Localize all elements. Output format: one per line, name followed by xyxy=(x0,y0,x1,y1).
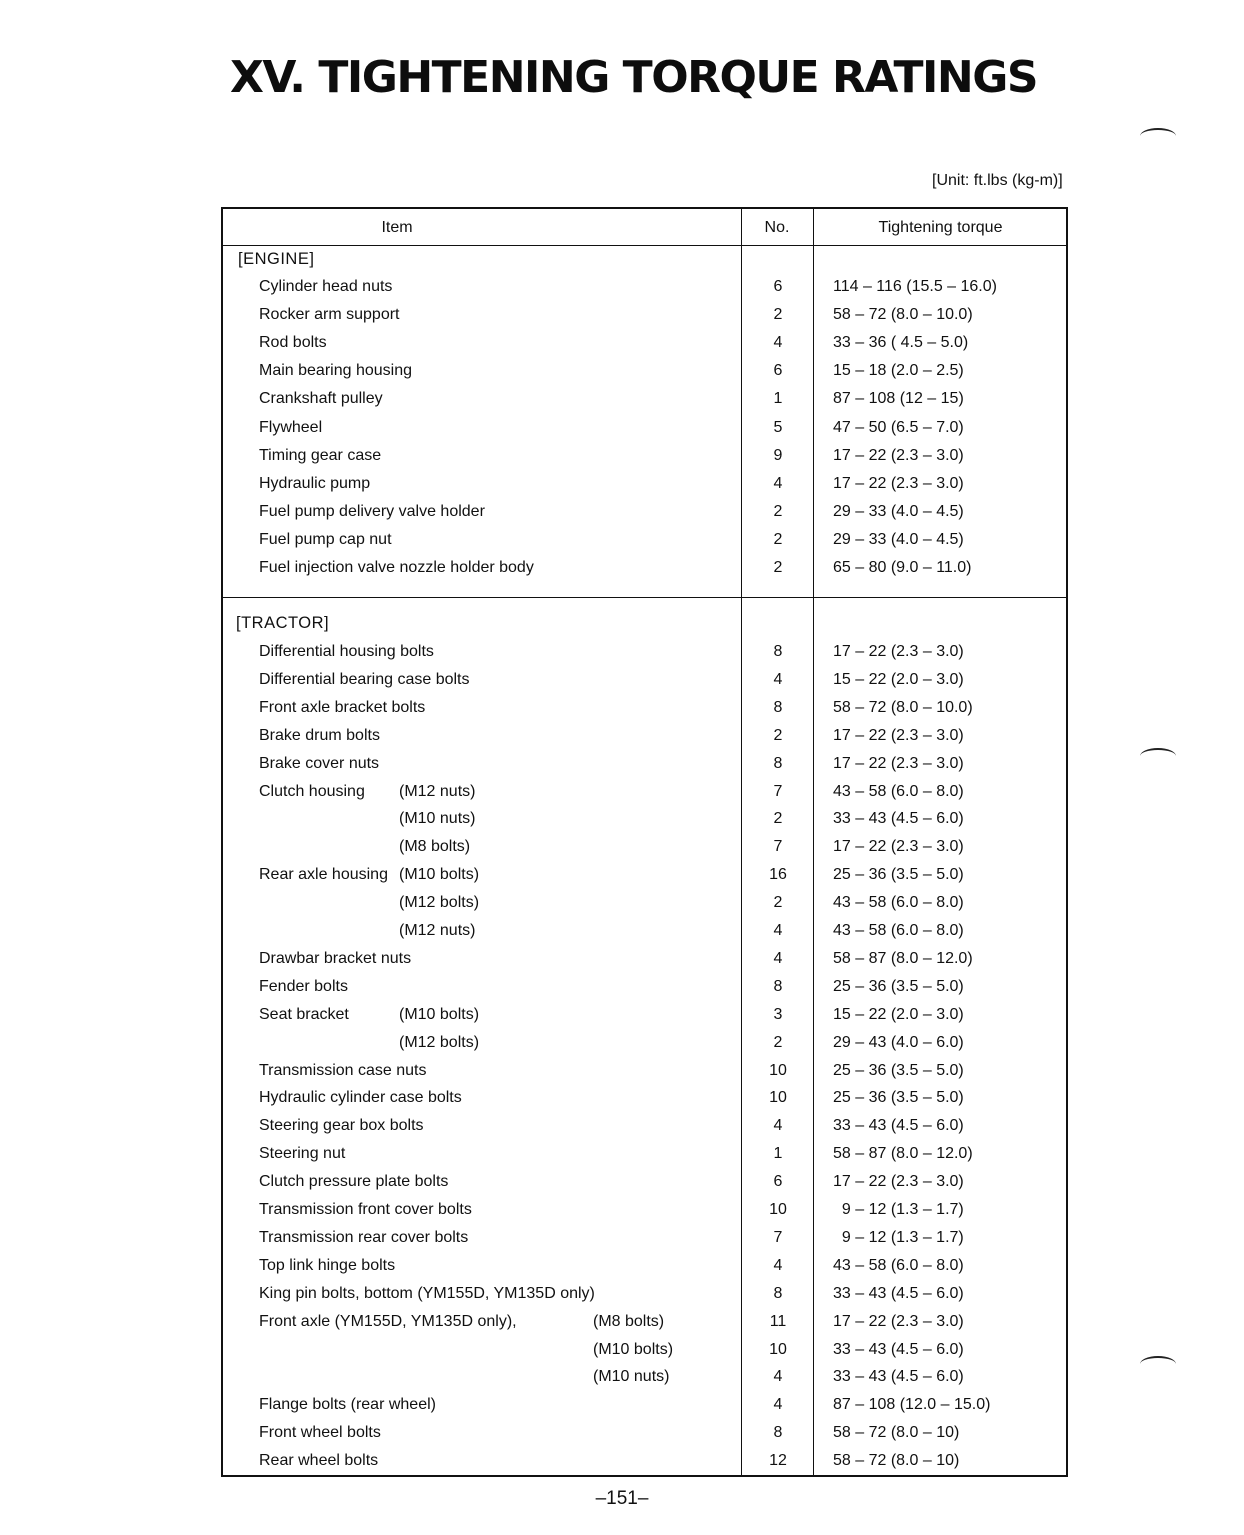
item-variant-cell: (M10 bolts) xyxy=(399,866,480,884)
torque-cell: 17 – 22 (2.3 – 3.0) xyxy=(833,1173,964,1191)
table-row xyxy=(223,1173,1066,1201)
item-cell: Seat bracket xyxy=(259,1005,349,1023)
table-row xyxy=(223,559,1066,587)
torque-cell: 43 – 58 (6.0 – 8.0) xyxy=(833,922,964,939)
quantity-cell: 7 xyxy=(773,782,783,800)
quantity-cell: 10 xyxy=(769,1089,787,1107)
torque-cell: 17 – 22 (2.3 – 3.0) xyxy=(833,1312,964,1330)
quantity-cell: 6 xyxy=(773,362,783,380)
torque-cell: 114 – 116 (15.5 – 16.0) xyxy=(833,278,997,295)
torque-cell: 58 – 87 (8.0 – 12.0) xyxy=(833,949,973,967)
quantity-cell: 2 xyxy=(773,306,783,324)
header-divider xyxy=(223,245,1066,246)
table-row xyxy=(223,1229,1066,1257)
torque-cell: 25 – 36 (3.5 – 5.0) xyxy=(833,977,964,995)
item-cell: Front axle (YM155D, YM135D only), xyxy=(259,1312,517,1330)
quantity-cell: 3 xyxy=(773,1005,783,1023)
quantity-cell: 9 xyxy=(773,446,783,464)
quantity-cell: 4 xyxy=(773,949,783,967)
quantity-cell: 16 xyxy=(769,866,787,884)
item-cell: Top link hinge bolts xyxy=(259,1256,396,1274)
quantity-cell: 4 xyxy=(773,1256,783,1274)
table-row xyxy=(223,1089,1066,1117)
table-row xyxy=(223,1117,1066,1145)
quantity-cell: 4 xyxy=(773,922,783,939)
item-cell: Differential bearing case bolts xyxy=(259,670,470,688)
torque-table xyxy=(221,207,1068,1477)
item-variant-cell: (M10 nuts) xyxy=(593,1368,670,1386)
table-row xyxy=(223,1006,1066,1034)
item-cell: Transmission rear cover bolts xyxy=(259,1228,469,1246)
quantity-cell: 2 xyxy=(773,559,783,576)
item-variant-cell: (M12 nuts) xyxy=(399,782,476,800)
table-row xyxy=(223,783,1066,811)
table-row xyxy=(223,894,1066,922)
quantity-cell: 4 xyxy=(773,1396,783,1414)
item-cell: Main bearing housing xyxy=(259,362,412,380)
torque-cell: 17 – 22 (2.3 – 3.0) xyxy=(833,754,964,772)
item-cell: Front axle bracket bolts xyxy=(259,698,426,716)
item-cell: Steering nut xyxy=(259,1145,346,1163)
quantity-cell: 2 xyxy=(773,810,783,828)
item-cell: Fuel pump delivery valve holder xyxy=(259,502,485,520)
item-cell: Rod bolts xyxy=(259,334,327,352)
item-variant-cell: (M12 nuts) xyxy=(399,922,476,939)
hole-punch-mark xyxy=(1140,1356,1176,1372)
quantity-cell: 2 xyxy=(773,894,783,912)
quantity-cell: 5 xyxy=(773,418,783,436)
table-row xyxy=(223,1452,1066,1480)
quantity-cell: 8 xyxy=(773,977,783,995)
page-number: –151– xyxy=(595,1488,649,1509)
item-cell: Brake drum bolts xyxy=(259,726,380,744)
table-row xyxy=(223,643,1066,671)
item-variant-cell: (M10 bolts) xyxy=(593,1340,674,1358)
torque-cell: 33 – 43 (4.5 – 6.0) xyxy=(833,810,964,828)
quantity-cell: 2 xyxy=(773,1033,783,1051)
quantity-cell: 8 xyxy=(773,643,783,660)
header-no: No. xyxy=(764,219,790,236)
torque-cell: 17 – 22 (2.3 – 3.0) xyxy=(833,838,964,856)
table-row xyxy=(223,1396,1066,1424)
torque-cell: 58 – 72 (8.0 – 10) xyxy=(833,1424,960,1442)
table-row xyxy=(223,447,1066,475)
table-row xyxy=(223,334,1066,362)
item-cell: Flywheel xyxy=(259,418,323,436)
section-divider xyxy=(223,597,1066,598)
table-row xyxy=(223,866,1066,894)
item-cell: Rocker arm support xyxy=(259,306,400,324)
item-cell: Transmission front cover bolts xyxy=(259,1201,472,1218)
torque-cell: 58 – 72 (8.0 – 10.0) xyxy=(833,698,973,716)
hole-punch-mark xyxy=(1140,748,1176,764)
item-cell: Clutch pressure plate bolts xyxy=(259,1173,449,1191)
torque-cell: 58 – 72 (8.0 – 10.0) xyxy=(833,306,973,324)
table-row xyxy=(223,699,1066,727)
torque-cell: 87 – 108 (12.0 – 15.0) xyxy=(833,1396,991,1414)
quantity-cell: 1 xyxy=(773,390,783,408)
table-row xyxy=(223,1034,1066,1062)
table-row xyxy=(223,419,1066,447)
torque-cell: 9 – 12 (1.3 – 1.7) xyxy=(833,1201,964,1218)
quantity-cell: 10 xyxy=(769,1061,787,1079)
item-cell: Cylinder head nuts xyxy=(259,278,393,295)
item-cell: Crankshaft pulley xyxy=(259,390,383,408)
item-cell: Brake cover nuts xyxy=(259,754,380,772)
torque-cell: 43 – 58 (6.0 – 8.0) xyxy=(833,894,964,912)
table-row xyxy=(223,922,1066,950)
torque-cell: 15 – 22 (2.0 – 3.0) xyxy=(833,1005,964,1023)
table-row xyxy=(223,978,1066,1006)
torque-cell: 43 – 58 (6.0 – 8.0) xyxy=(833,1256,964,1274)
item-variant-cell: (M8 bolts) xyxy=(593,1312,665,1330)
item-variant-cell: (M12 bolts) xyxy=(399,894,480,912)
torque-cell: 29 – 43 (4.0 – 6.0) xyxy=(833,1033,964,1051)
table-row xyxy=(223,1285,1066,1313)
torque-cell: 17 – 22 (2.3 – 3.0) xyxy=(833,726,964,744)
torque-cell: 25 – 36 (3.5 – 5.0) xyxy=(833,866,964,884)
quantity-cell: 4 xyxy=(773,1368,783,1386)
table-row xyxy=(223,1145,1066,1173)
quantity-cell: 4 xyxy=(773,1117,783,1135)
table-row xyxy=(223,362,1066,390)
item-cell: Rear axle housing xyxy=(259,866,388,884)
item-cell: Fuel injection valve nozzle holder body xyxy=(259,559,534,576)
torque-cell: 9 – 12 (1.3 – 1.7) xyxy=(833,1228,964,1246)
quantity-cell: 1 xyxy=(773,1145,783,1163)
table-row xyxy=(223,838,1066,866)
table-row xyxy=(223,671,1066,699)
table-row xyxy=(223,390,1066,418)
table-row xyxy=(223,950,1066,978)
torque-cell: 15 – 22 (2.0 – 3.0) xyxy=(833,670,964,688)
torque-cell: 33 – 43 (4.5 – 6.0) xyxy=(833,1368,964,1386)
torque-cell: 29 – 33 (4.0 – 4.5) xyxy=(833,530,964,548)
table-row xyxy=(223,810,1066,838)
torque-cell: 17 – 22 (2.3 – 3.0) xyxy=(833,643,964,660)
table-row xyxy=(223,755,1066,783)
quantity-cell: 4 xyxy=(773,670,783,688)
quantity-cell: 2 xyxy=(773,502,783,520)
torque-cell: 29 – 33 (4.0 – 4.5) xyxy=(833,502,964,520)
torque-cell: 25 – 36 (3.5 – 5.0) xyxy=(833,1089,964,1107)
item-cell: Timing gear case xyxy=(259,446,382,464)
item-cell: Hydraulic cylinder case bolts xyxy=(259,1089,462,1107)
torque-cell: 43 – 58 (6.0 – 8.0) xyxy=(833,782,964,800)
table-row xyxy=(223,1424,1066,1452)
table-row xyxy=(223,278,1066,306)
quantity-cell: 2 xyxy=(773,530,783,548)
item-cell: Fender bolts xyxy=(259,977,348,995)
quantity-cell: 2 xyxy=(773,726,783,744)
header-item: Item xyxy=(381,219,413,236)
table-row xyxy=(223,1341,1066,1369)
table-row xyxy=(223,531,1066,559)
table-row xyxy=(223,1313,1066,1341)
torque-cell: 33 – 36 ( 4.5 – 5.0) xyxy=(833,334,969,352)
table-row xyxy=(223,475,1066,503)
quantity-cell: 8 xyxy=(773,698,783,716)
hole-punch-mark xyxy=(1140,128,1176,144)
table-row xyxy=(223,306,1066,334)
torque-cell: 25 – 36 (3.5 – 5.0) xyxy=(833,1061,964,1079)
quantity-cell: 8 xyxy=(773,1284,783,1302)
quantity-cell: 6 xyxy=(773,278,783,295)
torque-cell: 33 – 43 (4.5 – 6.0) xyxy=(833,1340,964,1358)
quantity-cell: 4 xyxy=(773,334,783,352)
quantity-cell: 8 xyxy=(773,1424,783,1442)
item-variant-cell: (M10 nuts) xyxy=(399,810,476,828)
quantity-cell: 7 xyxy=(773,838,783,856)
item-cell: Front wheel bolts xyxy=(259,1424,381,1442)
quantity-cell: 7 xyxy=(773,1228,783,1246)
torque-cell: 33 – 43 (4.5 – 6.0) xyxy=(833,1117,964,1135)
torque-cell: 33 – 43 (4.5 – 6.0) xyxy=(833,1284,964,1302)
section-engine: [ENGINE] xyxy=(238,250,315,268)
quantity-cell: 8 xyxy=(773,754,783,772)
unit-label: [Unit: ft.lbs (kg-m)] xyxy=(932,172,1063,189)
table-row xyxy=(223,1201,1066,1229)
quantity-cell: 10 xyxy=(769,1201,787,1218)
torque-cell: 17 – 22 (2.3 – 3.0) xyxy=(833,446,964,464)
header-torque: Tightening torque xyxy=(878,219,1003,236)
item-variant-cell: (M12 bolts) xyxy=(399,1033,480,1051)
item-cell: Fuel pump cap nut xyxy=(259,530,392,548)
torque-cell: 17 – 22 (2.3 – 3.0) xyxy=(833,474,964,492)
torque-cell: 58 – 72 (8.0 – 10) xyxy=(833,1452,960,1470)
item-cell: Flange bolts (rear wheel) xyxy=(259,1396,436,1414)
table-row xyxy=(223,1368,1066,1396)
torque-cell: 15 – 18 (2.0 – 2.5) xyxy=(833,362,964,380)
torque-cell: 65 – 80 (9.0 – 11.0) xyxy=(833,559,972,576)
torque-cell: 87 – 108 (12 – 15) xyxy=(833,390,964,408)
table-row xyxy=(223,503,1066,531)
section-tractor: [TRACTOR] xyxy=(236,614,330,632)
item-variant-cell: (M10 bolts) xyxy=(399,1005,480,1023)
table-row xyxy=(223,1062,1066,1090)
quantity-cell: 6 xyxy=(773,1173,783,1191)
item-cell: Drawbar bracket nuts xyxy=(259,949,412,967)
quantity-cell: 11 xyxy=(769,1312,787,1330)
quantity-cell: 10 xyxy=(769,1340,787,1358)
item-variant-cell: (M8 bolts) xyxy=(399,838,471,856)
item-cell: Differential housing bolts xyxy=(259,643,434,660)
table-row xyxy=(223,1257,1066,1285)
torque-cell: 58 – 87 (8.0 – 12.0) xyxy=(833,1145,973,1163)
item-cell: King pin bolts, bottom (YM155D, YM135D only) xyxy=(259,1284,595,1302)
quantity-cell: 4 xyxy=(773,474,783,492)
page-title: XV. TIGHTENING TORQUE RATINGS xyxy=(230,52,1038,103)
torque-cell: 47 – 50 (6.5 – 7.0) xyxy=(833,418,964,436)
item-cell: Transmission case nuts xyxy=(259,1061,427,1079)
item-cell: Hydraulic pump xyxy=(259,474,371,492)
item-cell: Clutch housing xyxy=(259,782,365,800)
item-cell: Steering gear box bolts xyxy=(259,1117,424,1135)
quantity-cell: 12 xyxy=(769,1452,787,1470)
item-cell: Rear wheel bolts xyxy=(259,1452,379,1470)
table-row xyxy=(223,727,1066,755)
